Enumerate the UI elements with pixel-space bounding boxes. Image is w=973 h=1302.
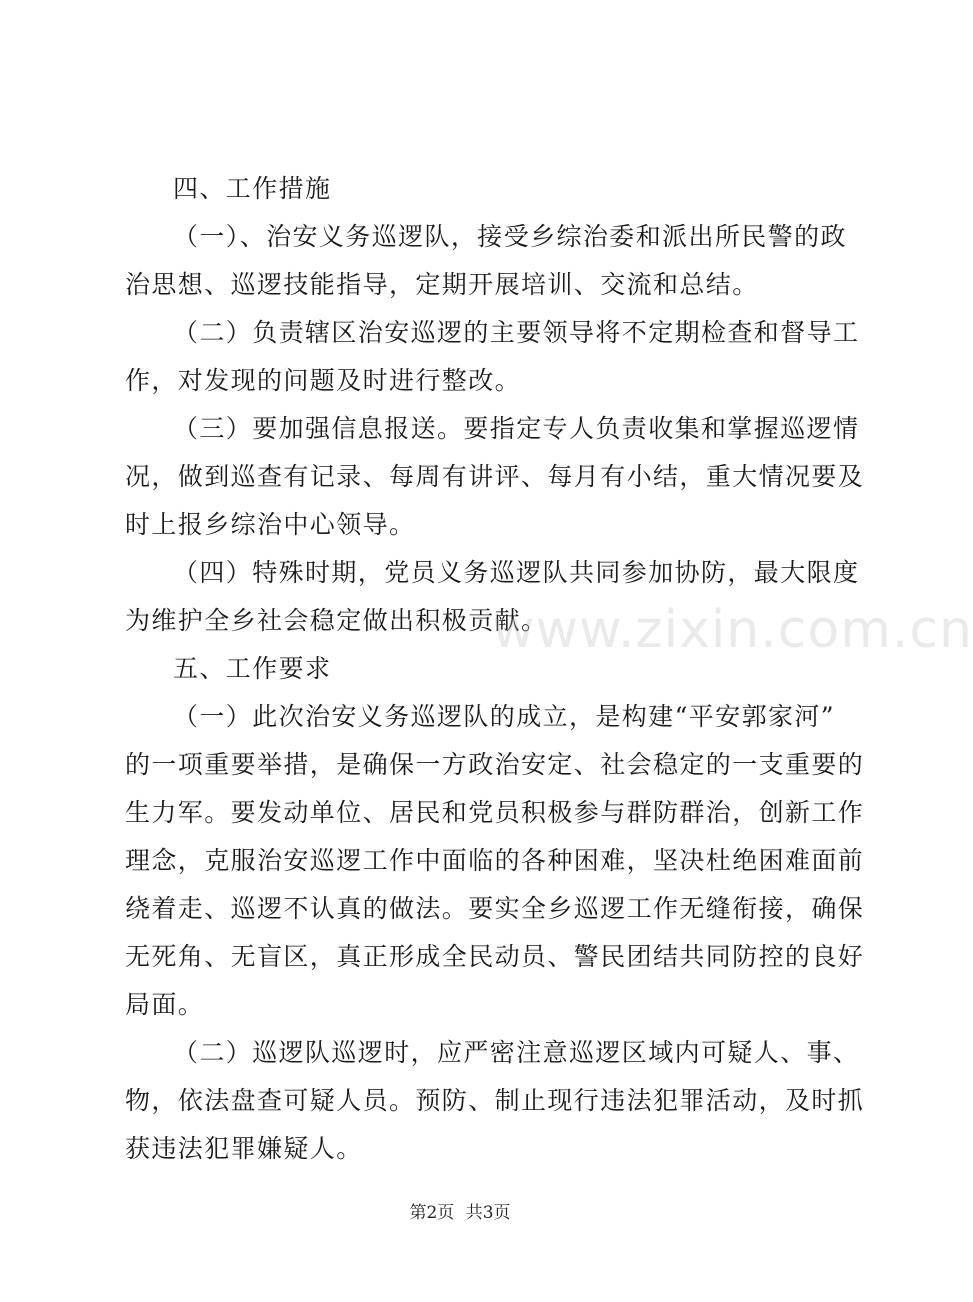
paragraph-line: 物，依法盘查可疑人员。预防、制止现行违法犯罪活动，及时抓 — [125, 1086, 865, 1115]
paragraph-line: 作，对发现的问题及时进行整改。 — [125, 366, 522, 395]
paragraph-line: 获违法犯罪嫌疑人。 — [125, 1134, 363, 1163]
paragraph-line: 治思想、巡逻技能指导，定期开展培训、交流和总结。 — [125, 270, 759, 299]
paragraph-line: 况，做到巡查有记录、每周有讲评、每月有小结，重大情况要及 — [125, 462, 865, 491]
paragraph-line: 局面。 — [125, 990, 205, 1019]
paragraph-line: 时上报乡综治中心领导。 — [125, 510, 416, 539]
paragraph-line: （二）巡逻队巡逻时，应严密注意巡逻区域内可疑人、事、 — [173, 1038, 860, 1067]
paragraph-line: 的一项重要举措，是确保一方政治安定、社会稳定的一支重要的 — [125, 750, 865, 779]
section-heading: 五、工作要求 — [173, 654, 332, 683]
paragraph-line: （三）要加强信息报送。要指定专人负责收集和掌握巡逻情 — [173, 414, 860, 443]
watermark: www.zixin.com.cn — [492, 600, 973, 660]
paragraph-line: 生力军。要发动单位、居民和党员积极参与群防群治，创新工作 — [125, 798, 865, 827]
paragraph-line: （二）负责辖区治安巡逻的主要领导将不定期检查和督导工 — [173, 318, 860, 347]
section-heading: 四、工作措施 — [173, 174, 332, 203]
paragraph-line: （一）、治安义务巡逻队，接受乡综治委和派出所民警的政 — [173, 222, 847, 251]
paragraph-line: （四）特殊时期，党员义务巡逻队共同参加协防，最大限度 — [173, 558, 860, 587]
page-footer — [0, 1198, 920, 1223]
paragraph-line: 无死角、无盲区，真正形成全民动员、警民团结共同防控的良好 — [125, 942, 865, 971]
page-number: 第2页 — [409, 1203, 455, 1223]
paragraph-line: 为维护全乡社会稳定做出积极贡献。 — [125, 606, 548, 635]
page-total: 共3页 — [465, 1203, 511, 1223]
paragraph-line: 理念，克服治安巡逻工作中面临的各种困难，坚决杜绝困难面前 — [125, 846, 865, 875]
paragraph-line: 绕着走、巡逻不认真的做法。要实全乡巡逻工作无缝衔接，确保 — [125, 894, 865, 923]
paragraph-line: （一）此次治安义务巡逻队的成立，是构建“平安郭家河” — [173, 702, 835, 731]
